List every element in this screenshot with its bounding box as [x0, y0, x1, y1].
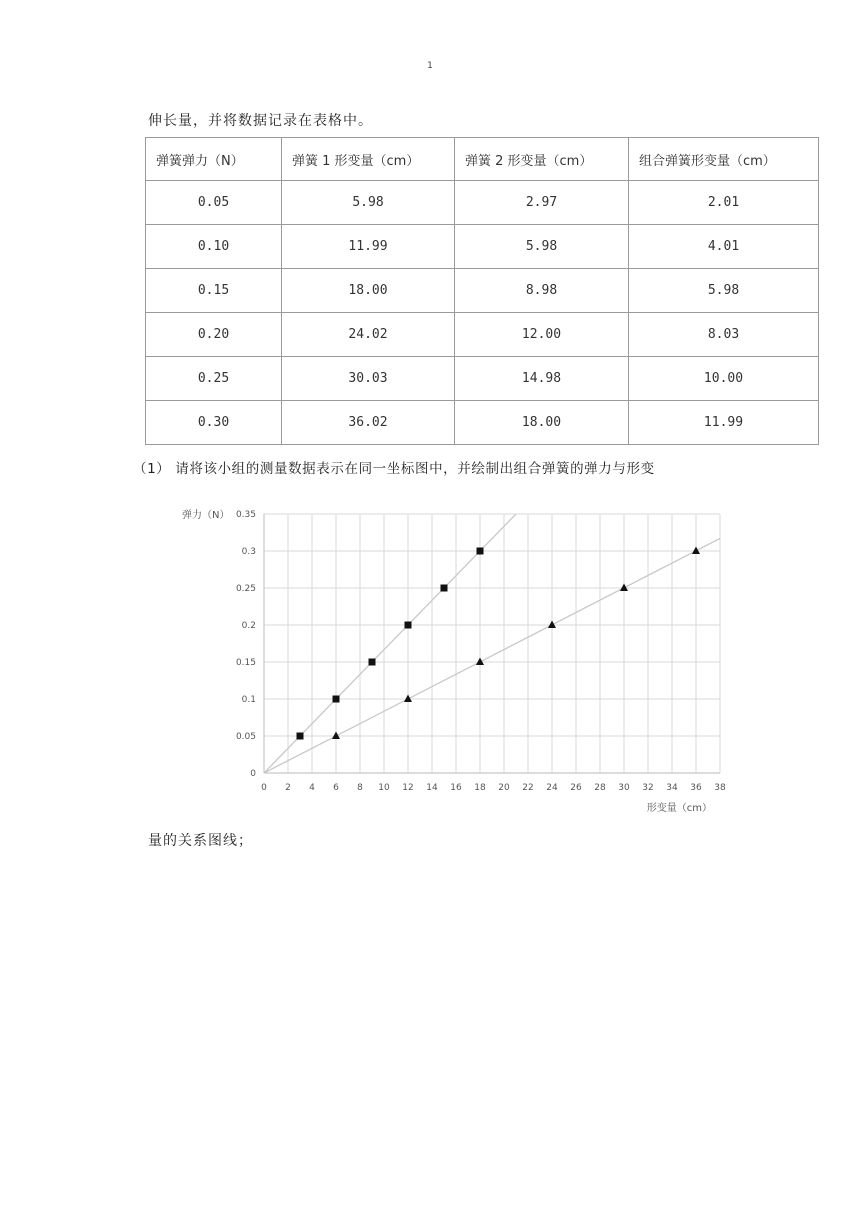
x-tick-label: 14 [426, 783, 438, 793]
square-marker [297, 733, 304, 740]
x-tick-label: 22 [522, 783, 534, 793]
table-row [146, 225, 819, 269]
square-marker [333, 696, 340, 703]
x-tick-label: 36 [690, 783, 702, 793]
header-combined: 组合弹簧形变量（cm） [629, 138, 819, 181]
table-cell: 0.05 [146, 181, 282, 225]
x-tick-label: 16 [450, 783, 462, 793]
y-tick-label: 0.35 [235, 510, 256, 520]
after-chart-text: 量的关系图线； [148, 833, 253, 849]
x-tick-label: 6 [333, 783, 339, 793]
triangle-marker [548, 621, 556, 629]
table-cell: 18.00 [282, 269, 455, 313]
x-tick-label: 24 [546, 783, 558, 793]
x-tick-label: 8 [357, 783, 363, 793]
table-cell: 36.02 [282, 401, 455, 445]
x-tick-label: 10 [378, 783, 390, 793]
table-cell: 11.99 [282, 225, 455, 269]
table-cell: 10.00 [629, 357, 819, 401]
square-marker [441, 585, 448, 592]
table-cell: 0.20 [146, 313, 282, 357]
force-deformation-chart [160, 500, 740, 820]
measurement-table [145, 137, 819, 445]
y-tick-label: 0.15 [235, 658, 256, 668]
header-force: 弹簧弹力（N） [146, 138, 282, 181]
question-1-text: （1） 请将该小组的测量数据表示在同一坐标图中，并绘制出组合弹簧的弹力与形变 [133, 461, 655, 477]
intro-text: 伸长量，并将数据记录在表格中。 [148, 113, 373, 129]
x-tick-label: 32 [642, 783, 654, 793]
table-cell: 0.10 [146, 225, 282, 269]
header-spring2: 弹簧 2 形变量（cm） [455, 138, 629, 181]
table-cell: 5.98 [282, 181, 455, 225]
y-tick-label: 0.1 [241, 695, 256, 705]
table-cell: 14.98 [455, 357, 629, 401]
table-cell: 5.98 [455, 225, 629, 269]
table-cell: 30.03 [282, 357, 455, 401]
table-row [146, 357, 819, 401]
y-tick-label: 0.25 [235, 584, 256, 594]
x-tick-label: 0 [261, 783, 267, 793]
table-row [146, 313, 819, 357]
table-row [146, 401, 819, 445]
x-tick-label: 2 [285, 783, 291, 793]
x-tick-label: 26 [570, 783, 582, 793]
x-tick-label: 28 [594, 783, 606, 793]
x-axis-label: 形变量（cm） [646, 803, 712, 814]
x-tick-label: 34 [666, 783, 678, 793]
fit-line [264, 538, 720, 773]
table-cell: 8.03 [629, 313, 819, 357]
x-tick-label: 18 [474, 783, 486, 793]
table-cell: 8.98 [455, 269, 629, 313]
triangle-marker [404, 695, 412, 703]
page-number: 1 [427, 61, 433, 71]
triangle-marker [620, 584, 628, 592]
chart-svg [160, 500, 740, 820]
y-tick-label: 0.2 [241, 621, 256, 631]
table-header-row [146, 138, 819, 181]
x-tick-label: 12 [402, 783, 414, 793]
square-marker [405, 622, 412, 629]
table-cell: 11.99 [629, 401, 819, 445]
square-marker [369, 659, 376, 666]
table-cell: 4.01 [629, 225, 819, 269]
table-cell: 0.15 [146, 269, 282, 313]
y-tick-label: 0.3 [241, 547, 256, 557]
table-cell: 2.01 [629, 181, 819, 225]
header-spring1: 弹簧 1 形变量（cm） [282, 138, 455, 181]
x-tick-label: 4 [309, 783, 315, 793]
table-cell: 2.97 [455, 181, 629, 225]
table-cell: 12.00 [455, 313, 629, 357]
x-tick-label: 30 [618, 783, 630, 793]
y-axis-label: 弹力（N） [182, 510, 230, 521]
triangle-marker [476, 658, 484, 666]
x-tick-label: 20 [498, 783, 510, 793]
square-marker [477, 548, 484, 555]
y-tick-label: 0 [250, 769, 256, 779]
table-cell: 0.25 [146, 357, 282, 401]
table-cell: 0.30 [146, 401, 282, 445]
table-cell: 5.98 [629, 269, 819, 313]
table-cell: 24.02 [282, 313, 455, 357]
triangle-marker [692, 547, 700, 555]
y-tick-label: 0.05 [235, 732, 256, 742]
table-row [146, 181, 819, 225]
table-row [146, 269, 819, 313]
table-cell: 18.00 [455, 401, 629, 445]
x-tick-label: 38 [714, 783, 726, 793]
